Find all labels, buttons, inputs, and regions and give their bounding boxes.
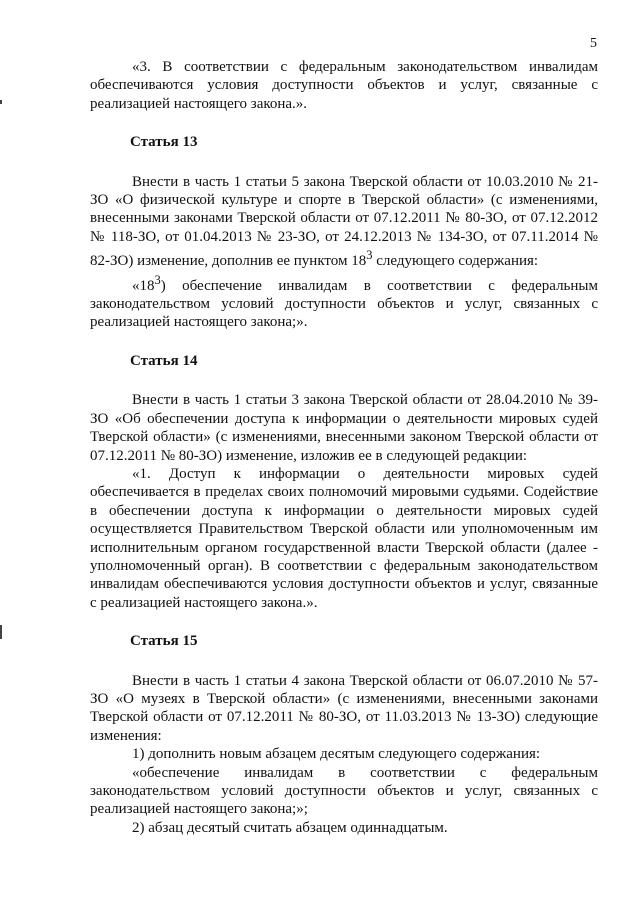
article-14-heading: Статья 14	[130, 352, 198, 369]
page-number: 5	[590, 36, 597, 51]
article-13-paragraph	[90, 173, 598, 271]
article-13-superscript: 3	[366, 248, 373, 263]
article-13-quote	[90, 271, 598, 332]
document-body	[90, 58, 598, 837]
article-13-text-tail: следующего содержания:	[372, 253, 539, 270]
article-15-paragraph: Внести в часть 1 статьи 4 закона Тверской области от 06.07.2010 № 57-ЗО «О музеях в Тверской области» (с изменениями, внесенными законами Тверской области от 07.12.2011 № 80-ЗО, от 11.03.2013 № 13-ЗО) следующие изменения:	[90, 672, 598, 744]
article-15-heading: Статья 15	[130, 633, 198, 650]
article-15-item-1: 1) дополнить новым абзацем десятым следующего содержания:	[132, 746, 541, 763]
scan-edge-mark	[0, 625, 2, 639]
intro-paragraph: «3. В соответствии с федеральным законодательством инвалидам обеспечиваются условия доступности объектов и услуг, связанные с реализацией настоящего закона.».	[90, 59, 598, 112]
article-13-quote-start: «18	[132, 277, 155, 294]
article-13-quote-superscript: 3	[154, 272, 161, 287]
article-13-text: Внести в часть 1 статьи 5 закона Тверской области от 10.03.2010 № 21-ЗО «О физической культуре и спорте в Тверской области» (с изменениями, внесенными законами Тверской области от 07.12.2011 № 80-ЗО, от 07.12.2012 № 118-ЗО, от 01.04.2013 № 23-ЗО, от 24.12.2013 № 134-ЗО, от 07.11.2014 № 82-ЗО) изменение, дополнив ее пунктом 18	[90, 173, 598, 270]
article-15-quote: «обеспечение инвалидам в соответствии с федеральным законодательством условий доступности объектов и услуг, связанных с реализацией настоящего закона;»;	[90, 764, 598, 818]
article-13-quote-rest: ) обеспечение инвалидам в соответствии с федеральным законодательством условий доступности объектов и услуг, связанных с реализацией настоящего закона;».	[90, 277, 598, 331]
article-14-quote: «1. Доступ к информации о деятельности мировых судей обеспечивается в пределах своих полномочий мировыми судьями. Содействие в обеспечении доступа к информации о деятельности мировых судей осуществляется Правительством Тверской области или уполномоченным им исполнительным органом государственной власти Тверской области (далее - уполномоченный орган). В соответствии с федеральным законодательством инвалидам обеспечиваются условия доступности объектов и услуг, связанные с реализацией настоящего закона.».	[90, 465, 598, 611]
article-15-item-2: 2) абзац десятый считать абзацем одиннадцатым.	[132, 819, 448, 836]
article-13-heading: Статья 13	[130, 134, 198, 151]
scan-edge-mark	[0, 100, 2, 104]
article-14-paragraph: Внести в часть 1 статьи 3 закона Тверской области от 28.04.2010 № 39-ЗО «Об обеспечении доступа к информации о деятельности мировых судей Тверской области» (с изменениями, внесенными законом Тверской области от 07.12.2011 № 80-ЗО) изменение, изложив ее в следующей редакции:	[90, 392, 598, 464]
